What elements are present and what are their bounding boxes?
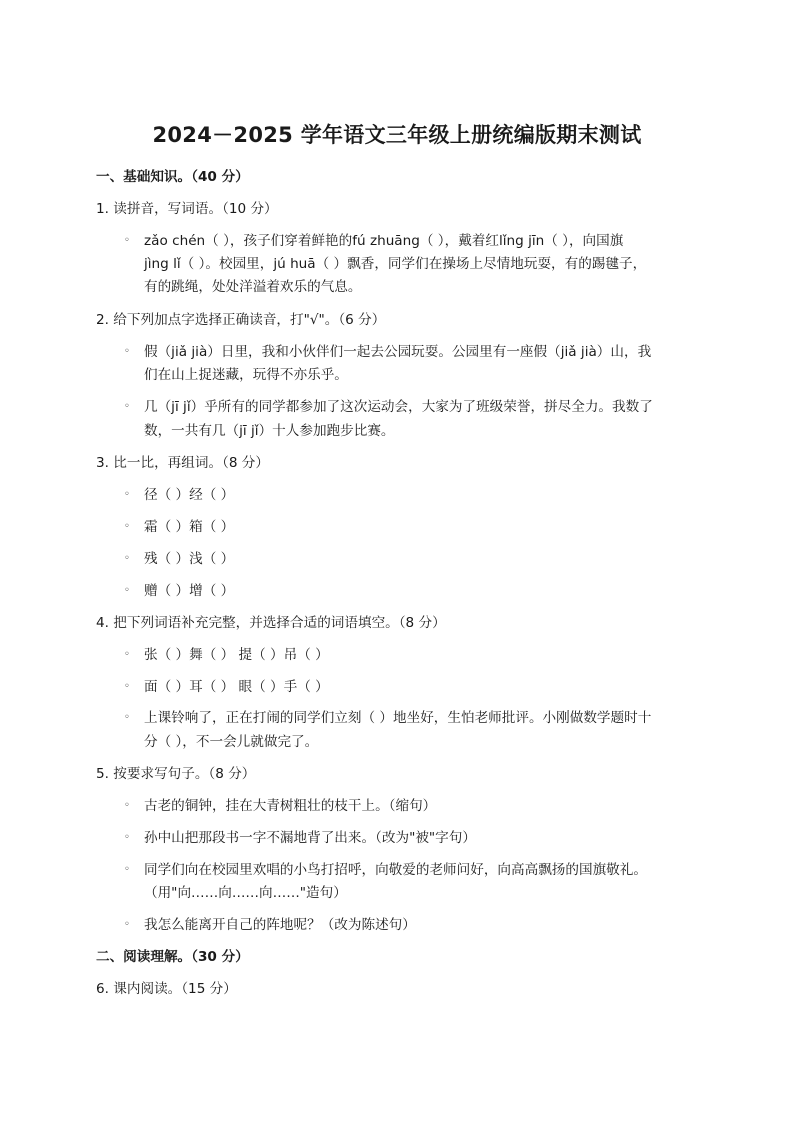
page-title: 2024－2025 学年语文三年级上册统编版期末测试 xyxy=(152,123,642,147)
question-3-item: 径（ ）经（ ） xyxy=(144,487,235,503)
question-6-prompt: 6. 课内阅读。（15 分） xyxy=(96,981,237,997)
question-4-item: 张（ ）舞（ ） 提（ ）吊（ ） xyxy=(144,647,329,663)
question-2-item-line: 数，一共有几（jī jǐ）十人参加跑步比赛。 xyxy=(144,423,395,439)
question-4-item: 面（ ）耳（ ） 眼（ ）手（ ） xyxy=(144,679,329,695)
question-4-item-line: 分（ ），不一会儿就做完了。 xyxy=(144,734,319,750)
bullet-icon: ◦ xyxy=(124,346,130,357)
section-heading-text: 一、基础知识。 xyxy=(96,169,192,185)
bullet-icon: ◦ xyxy=(124,521,130,532)
question-2-item-line: 们在山上捉迷藏，玩得不亦乐乎。 xyxy=(144,367,348,383)
section-score: （30 分） xyxy=(191,949,249,965)
bullet-icon: ◦ xyxy=(124,681,130,692)
section-score: （40 分） xyxy=(191,169,249,185)
question-5-item: 我怎么能离开自己的阵地呢？（改为陈述句） xyxy=(144,917,416,933)
bullet-icon: ◦ xyxy=(124,919,130,930)
question-3-prompt: 3. 比一比，再组词。（8 分） xyxy=(96,455,269,471)
question-5-item: 古老的铜钟，挂在大青树粗壮的枝干上。（缩句） xyxy=(144,798,437,814)
question-3-item: 赠（ ）增（ ） xyxy=(144,583,235,599)
question-5-item-line: （用"向……向……向……"造句） xyxy=(144,885,347,901)
bullet-icon: ◦ xyxy=(124,712,130,723)
question-2-item-line: 几（jī jǐ）乎所有的同学都参加了这次运动会，大家为了班级荣誉，拼尽全力。我数了 xyxy=(144,399,653,415)
question-4-prompt: 4. 把下列词语补充完整，并选择合适的词语填空。（8 分） xyxy=(96,615,446,631)
question-4-item-line: 上课铃响了，正在打闹的同学们立刻（ ）地坐好，生怕老师批评。小刚做数学题时十 xyxy=(144,710,652,726)
bullet-icon: ◦ xyxy=(124,489,130,500)
section-heading-basic-knowledge xyxy=(96,166,249,188)
question-3-item: 霜（ ）箱（ ） xyxy=(144,519,235,535)
bullet-icon: ◦ xyxy=(124,585,130,596)
question-2-prompt: 2. 给下列加点字选择正确读音，打"√"。（6 分） xyxy=(96,312,386,328)
bullet-icon: ◦ xyxy=(124,401,130,412)
question-5-prompt: 5. 按要求写句子。（8 分） xyxy=(96,766,256,782)
section-heading-reading xyxy=(96,946,249,968)
bullet-icon: ◦ xyxy=(124,553,130,564)
question-5-item: 孙中山把那段书一字不漏地背了出来。（改为"被"字句） xyxy=(144,830,476,846)
bullet-icon: ◦ xyxy=(124,235,130,246)
question-1-item-line: jìng lǐ（ ）。校园里，jú huā（ ）飘香，同学们在操场上尽情地玩耍，有的踢毽子， xyxy=(144,256,647,272)
bullet-icon: ◦ xyxy=(124,864,130,875)
question-1-prompt: 1. 读拼音，写词语。（10 分） xyxy=(96,201,278,217)
bullet-icon: ◦ xyxy=(124,832,130,843)
question-2-item-line: 假（jiǎ jià）日里，我和小伙伴们一起去公园玩耍。公园里有一座假（jiǎ jià）山，我 xyxy=(144,344,652,360)
question-5-item-line: 同学们向在校园里欢唱的小鸟打招呼，向敬爱的老师问好，向高高飘扬的国旗敬礼。 xyxy=(144,862,647,878)
question-1-item-line: zǎo chén（ ），孩子们穿着鲜艳的fú zhuāng（ ），戴着红lǐng jīn（ ），向国旗 xyxy=(144,233,624,249)
bullet-icon: ◦ xyxy=(124,800,130,811)
question-1-item-line: 有的跳绳，处处洋溢着欢乐的气息。 xyxy=(144,279,362,295)
bullet-icon: ◦ xyxy=(124,649,130,660)
question-3-item: 残（ ）浅（ ） xyxy=(144,551,235,567)
section-heading-text: 二、阅读理解。 xyxy=(96,949,192,965)
